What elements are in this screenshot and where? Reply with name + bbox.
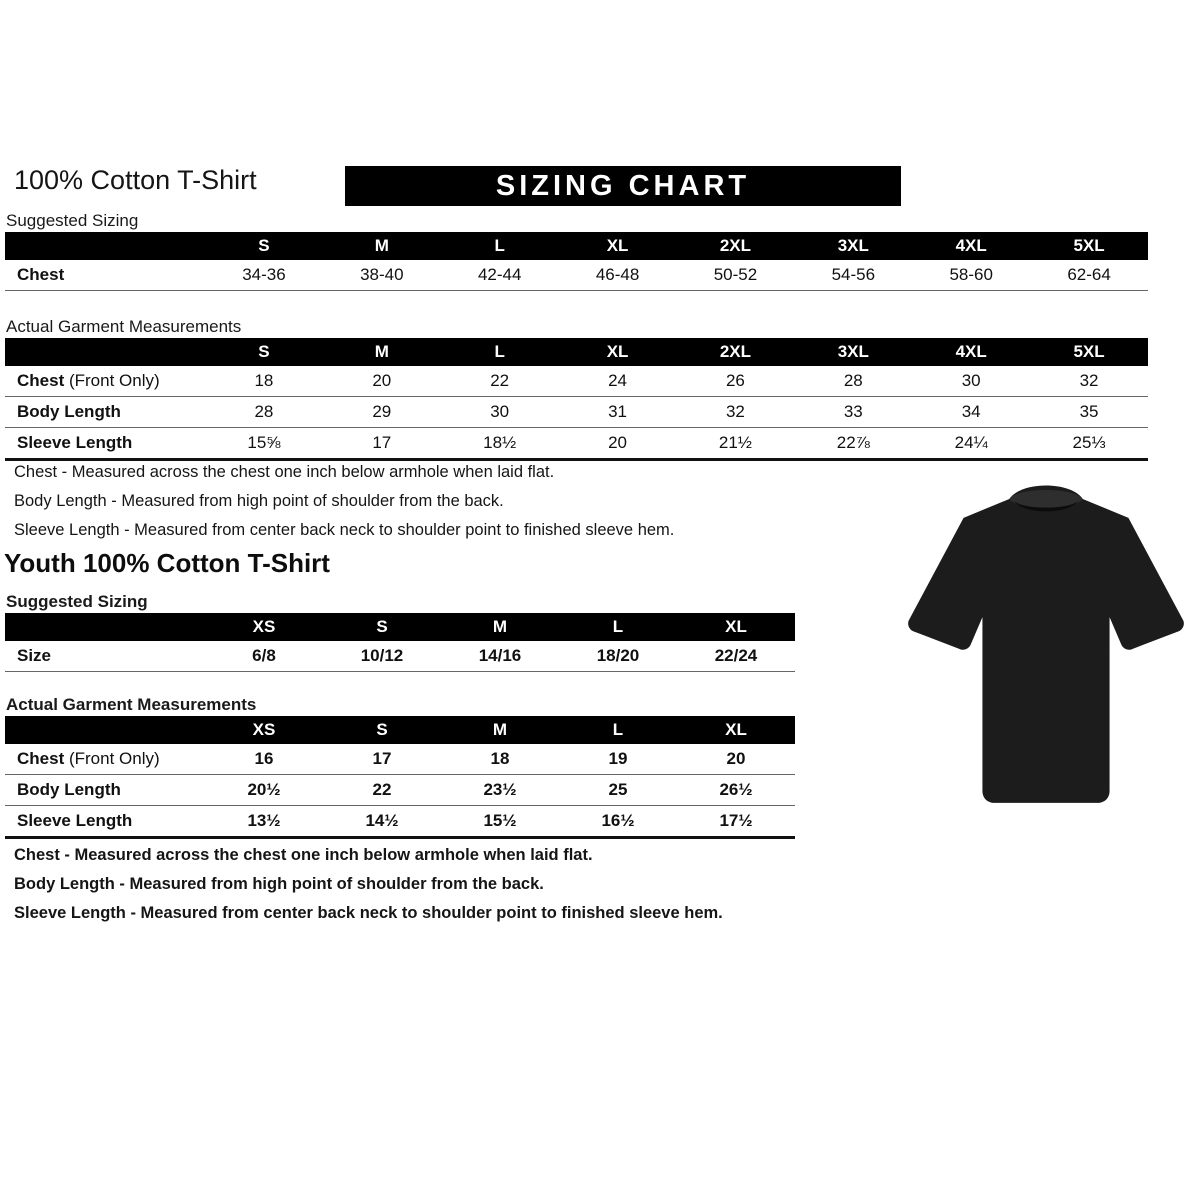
table-row [5,428,1148,460]
size-column-header: XS [205,613,323,641]
size-column-header: M [323,338,441,366]
size-column-header: 5XL [1030,338,1148,366]
measurement-cell: 46-48 [559,260,677,291]
measurement-cell: 10/12 [323,641,441,672]
row-label: Sleeve Length [5,428,205,460]
measurement-cell: 31 [559,397,677,428]
measurement-cell: 19 [559,744,677,775]
measurement-cell: 18 [205,366,323,397]
measurement-cell: 17 [323,428,441,460]
measurement-cell: 33 [794,397,912,428]
size-header-row [5,716,795,744]
youth-measurement-notes [14,841,723,928]
row-label: Body Length [5,397,205,428]
size-column-header: 4XL [912,338,1030,366]
size-column-header: XL [677,716,795,744]
youth-section-title: Youth 100% Cotton T-Shirt [4,548,330,578]
corner-cell [5,716,205,744]
size-column-header: L [441,338,559,366]
measurement-cell: 21½ [677,428,795,460]
note-body-length: Body Length - Measured from high point of shoulder from the back. [14,875,544,893]
size-header-row [5,613,795,641]
measurement-cell: 18 [441,744,559,775]
size-column-header: L [559,613,677,641]
note-sleeve-length: Sleeve Length - Measured from center back neck to shoulder point to finished sleeve hem. [14,521,675,539]
tshirt-graphic [897,470,1195,815]
measurement-cell: 14/16 [441,641,559,672]
page-title: 100% Cotton T-Shirt [14,165,257,195]
measurement-cell: 42-44 [441,260,559,291]
size-column-header: S [323,716,441,744]
adult-suggested-sizing-label: Suggested Sizing [6,211,139,230]
note-body-length: Body Length - Measured from high point of shoulder from the back. [14,492,504,510]
measurement-cell: 30 [912,366,1030,397]
measurement-cell: 17 [323,744,441,775]
table-row [5,806,795,838]
size-column-header: 5XL [1030,232,1148,260]
measurement-cell: 6/8 [205,641,323,672]
table-row [5,775,795,806]
measurement-cell: 26½ [677,775,795,806]
size-column-header: 3XL [794,338,912,366]
measurement-cell: 16½ [559,806,677,838]
youth-suggested-sizing-label: Suggested Sizing [6,592,148,611]
size-column-header: L [441,232,559,260]
size-column-header: XS [205,716,323,744]
size-header-row [5,338,1148,366]
measurement-cell: 38-40 [323,260,441,291]
measurement-cell: 24 [559,366,677,397]
size-column-header: 4XL [912,232,1030,260]
row-label: Body Length [5,775,205,806]
measurement-cell: 54-56 [794,260,912,291]
row-label: Chest (Front Only) [5,366,205,397]
size-column-header: L [559,716,677,744]
tshirt-image [897,470,1195,815]
sizing-chart-banner [345,166,901,206]
measurement-cell: 50-52 [677,260,795,291]
table-row [5,744,795,775]
measurement-cell: 22/24 [677,641,795,672]
measurement-cell: 29 [323,397,441,428]
table-row [5,366,1148,397]
measurement-cell: 30 [441,397,559,428]
size-column-header: 2XL [677,338,795,366]
measurement-cell: 35 [1030,397,1148,428]
row-label: Chest (Front Only) [5,744,205,775]
measurement-cell: 20 [677,744,795,775]
measurement-cell: 62-64 [1030,260,1148,291]
adult-actual-measurements-label: Actual Garment Measurements [6,317,242,336]
measurement-cell: 34-36 [205,260,323,291]
row-label: Size [5,641,205,672]
size-column-header: S [323,613,441,641]
table-row [5,260,1148,291]
measurement-cell: 22 [441,366,559,397]
size-column-header: 3XL [794,232,912,260]
measurement-cell: 34 [912,397,1030,428]
measurement-cell: 24¼ [912,428,1030,460]
measurement-cell: 16 [205,744,323,775]
adult-measurement-notes [14,458,674,545]
measurement-cell: 23½ [441,775,559,806]
size-column-header: M [323,232,441,260]
note-chest: Chest - Measured across the chest one inch below armhole when laid flat. [14,463,555,481]
size-column-header: S [205,232,323,260]
measurement-cell: 22 [323,775,441,806]
row-label-note: (Front Only) [64,749,160,768]
measurement-cell: 28 [794,366,912,397]
measurement-cell: 18/20 [559,641,677,672]
youth-actual-measurements-label: Actual Garment Measurements [6,695,257,714]
measurement-cell: 13½ [205,806,323,838]
measurement-cell: 20½ [205,775,323,806]
note-sleeve-length: Sleeve Length - Measured from center back neck to shoulder point to finished sleeve hem. [14,904,723,922]
measurement-cell: 58-60 [912,260,1030,291]
measurement-cell: 28 [205,397,323,428]
corner-cell [5,338,205,366]
adult-actual-measurements-table [5,338,1148,461]
measurement-cell: 22⅞ [794,428,912,460]
note-chest: Chest - Measured across the chest one inch below armhole when laid flat. [14,846,593,864]
measurement-cell: 20 [559,428,677,460]
youth-actual-measurements-table [5,716,795,839]
size-header-row [5,232,1148,260]
row-label: Chest [5,260,205,291]
measurement-cell: 15½ [441,806,559,838]
measurement-cell: 25⅓ [1030,428,1148,460]
corner-cell [5,232,205,260]
size-column-header: XL [677,613,795,641]
measurement-cell: 20 [323,366,441,397]
measurement-cell: 32 [677,397,795,428]
measurement-cell: 14½ [323,806,441,838]
tshirt-body [908,486,1184,803]
measurement-cell: 18½ [441,428,559,460]
row-label: Sleeve Length [5,806,205,838]
size-column-header: XL [559,338,677,366]
table-row [5,397,1148,428]
row-label-note: (Front Only) [64,371,160,390]
measurement-cell: 25 [559,775,677,806]
size-column-header: XL [559,232,677,260]
size-column-header: 2XL [677,232,795,260]
sizing-chart-banner-label: SIZING CHART [495,169,751,202]
size-column-header: M [441,716,559,744]
adult-suggested-sizing-table [5,232,1148,291]
measurement-cell: 32 [1030,366,1148,397]
table-row [5,641,795,672]
size-column-header: M [441,613,559,641]
corner-cell [5,613,205,641]
measurement-cell: 15⅝ [205,428,323,460]
size-column-header: S [205,338,323,366]
measurement-cell: 17½ [677,806,795,838]
measurement-cell: 26 [677,366,795,397]
youth-suggested-sizing-table [5,613,795,672]
